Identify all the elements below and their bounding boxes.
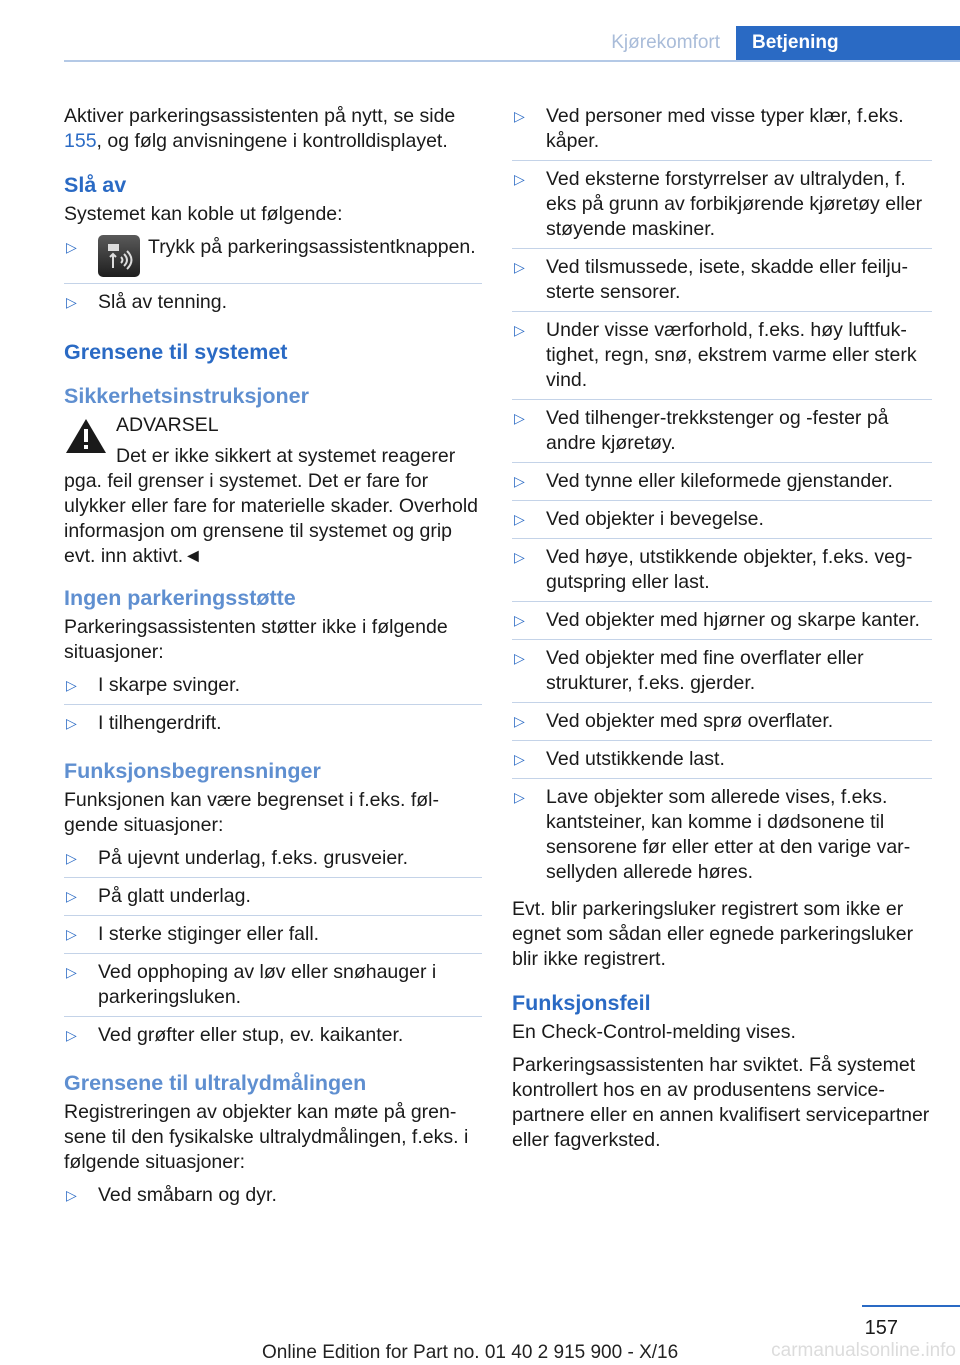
list-item-text: Slå av tenning. (98, 291, 228, 313)
list-item (64, 235, 482, 284)
list-item: ▷ Ved personer med visse typer klær, f.eks. kåper. (512, 104, 932, 161)
bullet-icon: ▷ (514, 259, 525, 275)
sla-av-list (64, 235, 482, 321)
list-item: ▷ I tilhengerdrift. (66, 712, 222, 734)
list-item: ▷ Ved utstikkende last. (512, 747, 932, 779)
warning-block (64, 413, 482, 569)
list-item: ▷ Ved tilhenger-trekkstenger og -fester på andre kjøretøy. (512, 406, 932, 463)
list-item: ▷ Ved objekter med sprø overflater. (512, 709, 932, 741)
right-column (512, 104, 932, 1161)
bullet-icon: ▷ (66, 964, 77, 980)
bullet-icon: ▷ (66, 1187, 77, 1203)
parking-assist-button-icon (98, 235, 140, 277)
heading-grensene: Grensene til systemet (64, 340, 288, 364)
list-item: ▷ Ved objekter med fine overflater eller strukturer, f.eks. gjerder. (512, 646, 932, 703)
bullet-icon: ▷ (514, 612, 525, 628)
page-header (64, 26, 960, 62)
header-rule (64, 60, 960, 62)
list-item-text: Trykk på parkeringsassistentknappen. (148, 236, 476, 258)
heading-ingen: Ingen parkeringsstøtte (64, 586, 296, 610)
bullet-icon: ▷ (514, 171, 525, 187)
bullet-icon: ▷ (66, 715, 77, 731)
footer-rule (862, 1305, 960, 1307)
heading-ultralyd: Grensene til ultralydmålingen (64, 1071, 367, 1095)
warning-triangle-icon (64, 417, 108, 455)
list-item: ▷ På ujevnt underlag, f.eks. grusveier. (64, 846, 482, 878)
list-item: ▷ Ved grøfter eller stup, ev. kaikanter. (66, 1024, 404, 1046)
bullet-icon: ▷ (514, 410, 525, 426)
list-item: ▷ Ved opphoping av løv eller snøhauger i parkeringsluken. (64, 960, 482, 1017)
feil-text-2: Parkeringsassistenten har sviktet. Få systemet kontrollert hos en av produsentens servicepartnere eller en annen kvalifisert servicepartner eller fagverksted. (512, 1054, 930, 1151)
warning-text: Det er ikke sikkert at systemet reagerer pga. feil grenser i systemet. Det er fare for ulykker eller fare for materielle skader. Overhold informasjon om grensene til systemet og grip evt. inn aktivt.◄ (64, 445, 479, 567)
funksjonsbegr-list (64, 846, 482, 1054)
limits-list (512, 104, 932, 891)
header-tab-kjorekomfort[interactable]: Kjørekomfort (611, 32, 720, 53)
heading-funksjonsbegrensninger: Funksjonsbegrensninger (64, 759, 321, 783)
page-link[interactable]: 155 (64, 130, 97, 152)
header-tab-betjening[interactable]: Betjening (736, 26, 960, 62)
list-item: ▷ Ved objekter i bevegelse. (512, 507, 932, 539)
bullet-icon: ▷ (514, 511, 525, 527)
bullet-icon: ▷ (66, 850, 77, 866)
ingen-list (64, 673, 482, 742)
list-item: ▷ Ved eksterne forstyrrelser av ultralyden, f. eks på grunn av forbikjørende kjøretøy eller støyende maskiner. (512, 167, 932, 249)
bullet-icon: ▷ (514, 751, 525, 767)
ingen-text: Parkeringsassistenten støtter ikke i følgende situasjoner: (64, 616, 448, 663)
ultralyd-list (64, 1183, 482, 1214)
online-edition-text: Online Edition for Part no. 01 40 2 915 900 - X/16 (262, 1342, 679, 1363)
left-column (64, 104, 482, 1220)
feil-text-1: En Check-Control-melding vises. (512, 1021, 796, 1043)
bullet-icon: ▷ (66, 294, 77, 310)
bullet-icon: ▷ (66, 677, 77, 693)
bullet-icon: ▷ (66, 926, 77, 942)
warning-title: ADVARSEL (116, 414, 219, 436)
bullet-icon: ▷ (514, 650, 525, 666)
page-number: 157 (864, 1317, 898, 1339)
bullet-icon: ▷ (514, 549, 525, 565)
list-item (64, 290, 482, 321)
list-item: ▷ På glatt underlag. (64, 884, 482, 916)
list-item: ▷ Lave objekter som allerede vises, f.eks. kantsteiner, kan komme i dødsonene til sensorene før eller etter at den varige varsellyden allerede høres. (514, 786, 911, 883)
bullet-icon: ▷ (514, 713, 525, 729)
watermark-text: carmanualsonline.info (771, 1340, 956, 1361)
heading-funksjonsfeil: Funksjonsfeil (512, 991, 651, 1015)
bullet-icon: ▷ (66, 888, 77, 904)
list-item: ▷ Ved høye, utstikkende objekter, f.eks. veggutspring eller last. (512, 545, 932, 602)
ultralyd-text: Registreringen av objekter kan møte på grensene til den fysikalske ultralydmålingen, f.eks. i følgende situasjoner: (64, 1101, 469, 1173)
list-item: ▷ Ved småbarn og dyr. (66, 1184, 277, 1206)
funksjonsbegr-text: Funksjonen kan være begrenset i f.eks. følgende situasjoner: (64, 789, 440, 836)
list-item: ▷ Ved objekter med hjørner og skarpe kanter. (512, 608, 932, 640)
heading-sikkerhet: Sikkerhetsinstruksjoner (64, 384, 309, 408)
list-item: ▷ Ved tynne eller kileformede gjenstander. (512, 469, 932, 501)
bullet-icon: ▷ (514, 108, 525, 124)
after-list-text: Evt. blir parkeringsluker registrert som ikke er egnet som sådan eller egnede parkeringsluker blir ikke registrert. (512, 898, 914, 970)
heading-sla-av: Slå av (64, 173, 127, 197)
bullet-icon: ▷ (514, 473, 525, 489)
list-item: ▷ Under visse værforhold, f.eks. høy luftfuktighet, regn, snø, ekstrem varme eller sterk vind. (512, 318, 932, 400)
bullet-icon: ▷ (514, 789, 525, 805)
list-item: ▷ I sterke stiginger eller fall. (64, 922, 482, 954)
bullet-icon: ▷ (66, 1027, 77, 1043)
list-item: ▷ I skarpe svinger. (64, 673, 482, 705)
sla-av-text: Systemet kan koble ut følgende: (64, 203, 343, 225)
bullet-icon: ▷ (66, 239, 77, 255)
list-item: ▷ Ved tilsmussede, isete, skadde eller feiljusterte sensorer. (512, 255, 932, 312)
bullet-icon: ▷ (514, 322, 525, 338)
intro-paragraph: Aktiver parkeringsassistenten på nytt, se side 155, og følg anvisningene i kontrolldisplayet. (64, 105, 456, 152)
